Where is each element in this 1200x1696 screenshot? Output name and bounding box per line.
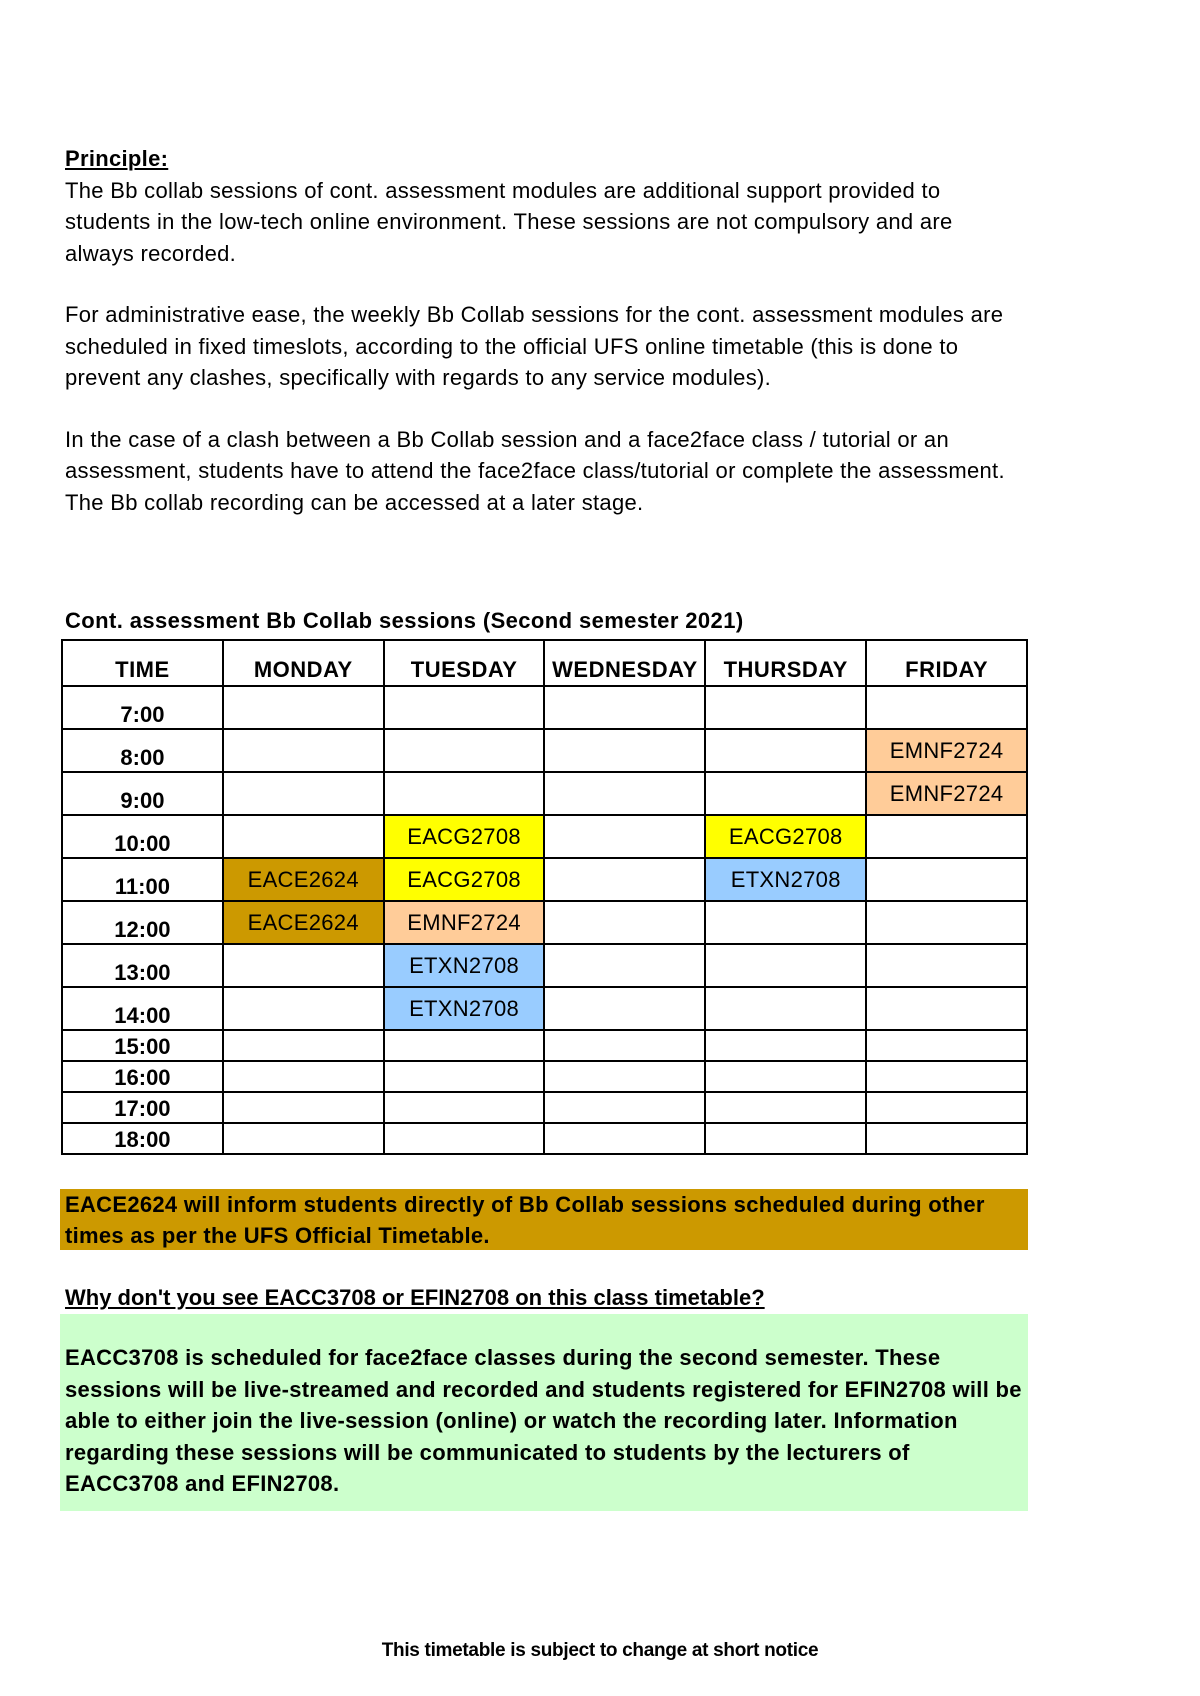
empty-cell: [705, 1092, 866, 1123]
why-explanation: EACC3708 is scheduled for face2face classes during the second semester. These sessions will be live-streamed and recorded and students registered for EFIN2708 will be able to either join the live-session (online) or watch the recording later. Information regarding these sessions will be communicated to students by the lecturers of EACC3708 and EFIN2708.: [60, 1314, 1028, 1511]
empty-cell: [223, 987, 384, 1030]
column-header-monday: MONDAY: [223, 640, 384, 686]
empty-cell: [223, 729, 384, 772]
empty-cell: [866, 901, 1027, 944]
timetable-row: [62, 815, 1027, 858]
empty-cell: [866, 1123, 1027, 1154]
timetable-row: [62, 686, 1027, 729]
principle-heading: Principle:: [65, 146, 169, 171]
empty-cell: [544, 815, 705, 858]
empty-cell: [223, 1030, 384, 1061]
timetable: [61, 639, 1028, 1155]
time-cell: 10:00: [62, 815, 223, 858]
principle-paragraph-3: In the case of a clash between a Bb Collab session and a face2face class / tutorial or an assessment, students have to attend the face2face class/tutorial or complete the assessment. The Bb collab recording can be accessed at a later stage.: [65, 426, 1005, 515]
empty-cell: [705, 901, 866, 944]
timetable-row: [62, 987, 1027, 1030]
empty-cell: [223, 772, 384, 815]
empty-cell: [705, 686, 866, 729]
empty-cell: [705, 944, 866, 987]
timetable-row: [62, 858, 1027, 901]
empty-cell: [223, 944, 384, 987]
empty-cell: [544, 901, 705, 944]
why-heading: Why don't you see EACC3708 or EFIN2708 on this class timetable?: [65, 1285, 765, 1310]
timetable-row: [62, 901, 1027, 944]
column-header-wednesday: WEDNESDAY: [544, 640, 705, 686]
time-cell: 16:00: [62, 1061, 223, 1092]
session-cell: EMNF2724: [866, 772, 1027, 815]
timetable-row: [62, 944, 1027, 987]
empty-cell: [384, 729, 545, 772]
column-header-friday: FRIDAY: [866, 640, 1027, 686]
timetable-header-row: [62, 640, 1027, 686]
time-cell: 13:00: [62, 944, 223, 987]
session-cell: ETXN2708: [384, 944, 545, 987]
empty-cell: [384, 1030, 545, 1061]
session-cell: ETXN2708: [384, 987, 545, 1030]
session-cell: EACE2624: [223, 858, 384, 901]
timetable-row: [62, 729, 1027, 772]
empty-cell: [544, 1030, 705, 1061]
empty-cell: [705, 1123, 866, 1154]
time-cell: 11:00: [62, 858, 223, 901]
empty-cell: [705, 1030, 866, 1061]
empty-cell: [866, 686, 1027, 729]
timetable-row: [62, 1061, 1027, 1092]
time-cell: 9:00: [62, 772, 223, 815]
empty-cell: [866, 815, 1027, 858]
empty-cell: [866, 1030, 1027, 1061]
time-cell: 12:00: [62, 901, 223, 944]
empty-cell: [223, 686, 384, 729]
empty-cell: [384, 1092, 545, 1123]
eace2624-note: EACE2624 will inform students directly of Bb Collab sessions scheduled during other times as per the UFS Official Timetable.: [60, 1189, 1028, 1250]
empty-cell: [544, 858, 705, 901]
session-cell: EMNF2724: [866, 729, 1027, 772]
principle-paragraph-1: The Bb collab sessions of cont. assessment modules are additional support provided to students in the low-tech online environment. These sessions are not compulsory and are always recorded.: [65, 177, 953, 266]
empty-cell: [384, 686, 545, 729]
empty-cell: [866, 1092, 1027, 1123]
session-cell: EACE2624: [223, 901, 384, 944]
empty-cell: [705, 729, 866, 772]
empty-cell: [544, 772, 705, 815]
empty-cell: [544, 1092, 705, 1123]
column-header-time: TIME: [62, 640, 223, 686]
timetable-row: [62, 1123, 1027, 1154]
column-header-tuesday: TUESDAY: [384, 640, 545, 686]
empty-cell: [544, 1123, 705, 1154]
timetable-row: [62, 772, 1027, 815]
empty-cell: [544, 987, 705, 1030]
empty-cell: [223, 1123, 384, 1154]
session-cell: EACG2708: [384, 815, 545, 858]
time-cell: 7:00: [62, 686, 223, 729]
timetable-row: [62, 1092, 1027, 1123]
time-cell: 15:00: [62, 1030, 223, 1061]
time-cell: 14:00: [62, 987, 223, 1030]
empty-cell: [866, 944, 1027, 987]
session-cell: EACG2708: [705, 815, 866, 858]
principle-section: [65, 143, 1005, 518]
session-cell: EMNF2724: [384, 901, 545, 944]
session-cell: EACG2708: [384, 858, 545, 901]
empty-cell: [223, 1061, 384, 1092]
time-cell: 18:00: [62, 1123, 223, 1154]
column-header-thursday: THURSDAY: [705, 640, 866, 686]
empty-cell: [705, 987, 866, 1030]
empty-cell: [384, 772, 545, 815]
empty-cell: [544, 729, 705, 772]
empty-cell: [384, 1123, 545, 1154]
time-cell: 17:00: [62, 1092, 223, 1123]
empty-cell: [223, 815, 384, 858]
empty-cell: [544, 686, 705, 729]
timetable-row: [62, 1030, 1027, 1061]
time-cell: 8:00: [62, 729, 223, 772]
footer-notice: This timetable is subject to change at short notice: [381, 1640, 819, 1661]
timetable-title: Cont. assessment Bb Collab sessions (Second semester 2021): [65, 608, 744, 633]
empty-cell: [705, 1061, 866, 1092]
empty-cell: [705, 772, 866, 815]
empty-cell: [544, 1061, 705, 1092]
empty-cell: [384, 1061, 545, 1092]
empty-cell: [866, 858, 1027, 901]
session-cell: ETXN2708: [705, 858, 866, 901]
empty-cell: [866, 987, 1027, 1030]
empty-cell: [866, 1061, 1027, 1092]
empty-cell: [544, 944, 705, 987]
empty-cell: [223, 1092, 384, 1123]
principle-paragraph-2: For administrative ease, the weekly Bb Collab sessions for the cont. assessment modules are scheduled in fixed timeslots, according to the official UFS online timetable (this is done to prevent any clashes, specifically with regards to any service modules).: [65, 302, 1004, 390]
